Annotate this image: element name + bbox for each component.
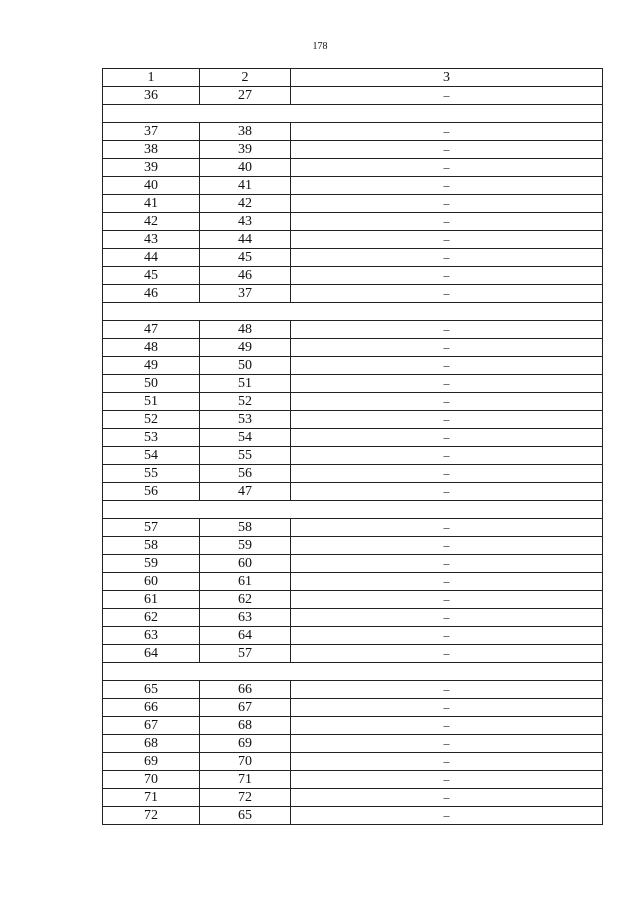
- table-cell-col-2: 72: [200, 789, 291, 807]
- table-cell-col-1: 52: [103, 411, 200, 429]
- table-cell-col-1: 47: [103, 321, 200, 339]
- table-row: [103, 375, 603, 393]
- table-cell-col-3: –: [291, 141, 603, 159]
- table-row: [103, 465, 603, 483]
- table-cell-col-1: 61: [103, 591, 200, 609]
- table-cell-col-2: 42: [200, 195, 291, 213]
- column-header-2: 2: [200, 69, 291, 87]
- table-cell-col-2: 52: [200, 393, 291, 411]
- table-cell-col-3: –: [291, 285, 603, 303]
- table-cell-col-2: 50: [200, 357, 291, 375]
- table-row: [103, 393, 603, 411]
- column-header-3: 3: [291, 69, 603, 87]
- table-cell-col-3: –: [291, 411, 603, 429]
- table-cell-col-1: 60: [103, 573, 200, 591]
- table-cell-col-3: –: [291, 393, 603, 411]
- table-body: [103, 87, 603, 825]
- table-cell-col-2: 61: [200, 573, 291, 591]
- table-cell-col-2: 39: [200, 141, 291, 159]
- table-row: [103, 339, 603, 357]
- table-cell-col-3: –: [291, 267, 603, 285]
- table-cell-col-1: 68: [103, 735, 200, 753]
- table-cell-col-1: 63: [103, 627, 200, 645]
- column-header-1: 1: [103, 69, 200, 87]
- table-row: [103, 141, 603, 159]
- table-cell-col-2: 40: [200, 159, 291, 177]
- table-cell-col-3: –: [291, 555, 603, 573]
- table-row: [103, 249, 603, 267]
- page-number: 178: [312, 41, 328, 52]
- table-cell-col-2: 68: [200, 717, 291, 735]
- table-cell-col-2: 57: [200, 645, 291, 663]
- table-row: [103, 807, 603, 825]
- table-cell-col-3: –: [291, 447, 603, 465]
- table-cell-col-2: 65: [200, 807, 291, 825]
- table-cell-col-3: –: [291, 123, 603, 141]
- table-cell-col-3: –: [291, 807, 603, 825]
- table-cell-col-2: 59: [200, 537, 291, 555]
- table-cell-col-1: 38: [103, 141, 200, 159]
- table-cell-col-2: 53: [200, 411, 291, 429]
- table-cell-col-1: 50: [103, 375, 200, 393]
- table-header-row: [103, 69, 603, 87]
- table-cell-col-1: 44: [103, 249, 200, 267]
- table-cell-col-2: 38: [200, 123, 291, 141]
- data-table: [102, 68, 603, 825]
- table-cell-col-1: 58: [103, 537, 200, 555]
- table-cell-col-3: –: [291, 429, 603, 447]
- table-cell-col-1: 54: [103, 447, 200, 465]
- table-row: [103, 699, 603, 717]
- table-cell-col-2: 71: [200, 771, 291, 789]
- separator-cell: [103, 501, 603, 519]
- table-row: [103, 519, 603, 537]
- table-cell-col-3: –: [291, 537, 603, 555]
- table-cell-col-3: –: [291, 519, 603, 537]
- table-cell-col-3: –: [291, 717, 603, 735]
- table-cell-col-2: 47: [200, 483, 291, 501]
- table-cell-col-1: 53: [103, 429, 200, 447]
- table-row: [103, 789, 603, 807]
- table-cell-col-3: –: [291, 627, 603, 645]
- table-cell-col-1: 41: [103, 195, 200, 213]
- table-cell-col-1: 43: [103, 231, 200, 249]
- table-cell-col-1: 40: [103, 177, 200, 195]
- table-cell-col-1: 39: [103, 159, 200, 177]
- table-row: [103, 285, 603, 303]
- table-cell-col-3: –: [291, 195, 603, 213]
- table-row: [103, 645, 603, 663]
- table-cell-col-1: 71: [103, 789, 200, 807]
- table-cell-col-2: 54: [200, 429, 291, 447]
- table-row: [103, 123, 603, 141]
- table-cell-col-2: 45: [200, 249, 291, 267]
- table-row: [103, 429, 603, 447]
- table-row: [103, 213, 603, 231]
- table-cell-col-2: 37: [200, 285, 291, 303]
- separator-row: [103, 303, 603, 321]
- separator-cell: [103, 105, 603, 123]
- table-cell-col-3: –: [291, 339, 603, 357]
- table-cell-col-1: 64: [103, 645, 200, 663]
- table-row: [103, 681, 603, 699]
- table-cell-col-2: 41: [200, 177, 291, 195]
- table-cell-col-1: 70: [103, 771, 200, 789]
- table-cell-col-2: 51: [200, 375, 291, 393]
- table-cell-col-1: 69: [103, 753, 200, 771]
- table-cell-col-3: –: [291, 231, 603, 249]
- table-cell-col-2: 66: [200, 681, 291, 699]
- table-cell-col-1: 66: [103, 699, 200, 717]
- table-row: [103, 771, 603, 789]
- table-cell-col-1: 36: [103, 87, 200, 105]
- table-cell-col-1: 48: [103, 339, 200, 357]
- table-cell-col-3: –: [291, 609, 603, 627]
- table-cell-col-1: 37: [103, 123, 200, 141]
- table-cell-col-3: –: [291, 213, 603, 231]
- table-cell-col-2: 64: [200, 627, 291, 645]
- table-cell-col-2: 49: [200, 339, 291, 357]
- table-row: [103, 195, 603, 213]
- table-cell-col-1: 62: [103, 609, 200, 627]
- table-cell-col-3: –: [291, 177, 603, 195]
- table-cell-col-2: 67: [200, 699, 291, 717]
- table-cell-col-1: 45: [103, 267, 200, 285]
- table-cell-col-2: 58: [200, 519, 291, 537]
- table-cell-col-3: –: [291, 645, 603, 663]
- table-cell-col-2: 55: [200, 447, 291, 465]
- table-cell-col-3: –: [291, 249, 603, 267]
- table-cell-col-2: 27: [200, 87, 291, 105]
- table-row: [103, 447, 603, 465]
- table-cell-col-1: 42: [103, 213, 200, 231]
- table-cell-col-1: 49: [103, 357, 200, 375]
- table-cell-col-2: 69: [200, 735, 291, 753]
- table-cell-col-1: 56: [103, 483, 200, 501]
- table-cell-col-1: 55: [103, 465, 200, 483]
- table-row: [103, 87, 603, 105]
- table-row: [103, 609, 603, 627]
- table-row: [103, 735, 603, 753]
- table-cell-col-2: 46: [200, 267, 291, 285]
- table-row: [103, 357, 603, 375]
- table-cell-col-3: –: [291, 357, 603, 375]
- table-row: [103, 627, 603, 645]
- table-cell-col-2: 43: [200, 213, 291, 231]
- separator-cell: [103, 303, 603, 321]
- table-cell-col-3: –: [291, 573, 603, 591]
- table-cell-col-3: –: [291, 159, 603, 177]
- table-cell-col-2: 70: [200, 753, 291, 771]
- table-cell-col-2: 63: [200, 609, 291, 627]
- table-cell-col-2: 60: [200, 555, 291, 573]
- table-row: [103, 483, 603, 501]
- table-row: [103, 753, 603, 771]
- table-cell-col-3: –: [291, 753, 603, 771]
- table-cell-col-3: –: [291, 735, 603, 753]
- separator-row: [103, 501, 603, 519]
- table-cell-col-2: 62: [200, 591, 291, 609]
- separator-row: [103, 105, 603, 123]
- table-cell-col-3: –: [291, 681, 603, 699]
- table-row: [103, 177, 603, 195]
- table-cell-col-3: –: [291, 789, 603, 807]
- table-cell-col-3: –: [291, 465, 603, 483]
- table-row: [103, 321, 603, 339]
- table-row: [103, 717, 603, 735]
- table-row: [103, 555, 603, 573]
- table-cell-col-1: 72: [103, 807, 200, 825]
- table-cell-col-2: 48: [200, 321, 291, 339]
- table-row: [103, 159, 603, 177]
- table-cell-col-1: 46: [103, 285, 200, 303]
- table-cell-col-3: –: [291, 375, 603, 393]
- separator-cell: [103, 663, 603, 681]
- table-cell-col-3: –: [291, 771, 603, 789]
- table-cell-col-1: 67: [103, 717, 200, 735]
- table-cell-col-1: 57: [103, 519, 200, 537]
- table-cell-col-3: –: [291, 699, 603, 717]
- table-cell-col-3: –: [291, 483, 603, 501]
- table-cell-col-1: 65: [103, 681, 200, 699]
- table-row: [103, 573, 603, 591]
- table-cell-col-1: 59: [103, 555, 200, 573]
- separator-row: [103, 663, 603, 681]
- table-cell-col-2: 56: [200, 465, 291, 483]
- table-cell-col-3: –: [291, 87, 603, 105]
- table-cell-col-3: –: [291, 591, 603, 609]
- table-row: [103, 591, 603, 609]
- table-cell-col-1: 51: [103, 393, 200, 411]
- table-row: [103, 411, 603, 429]
- table-row: [103, 231, 603, 249]
- table-row: [103, 267, 603, 285]
- table-row: [103, 537, 603, 555]
- table-cell-col-3: –: [291, 321, 603, 339]
- table-cell-col-2: 44: [200, 231, 291, 249]
